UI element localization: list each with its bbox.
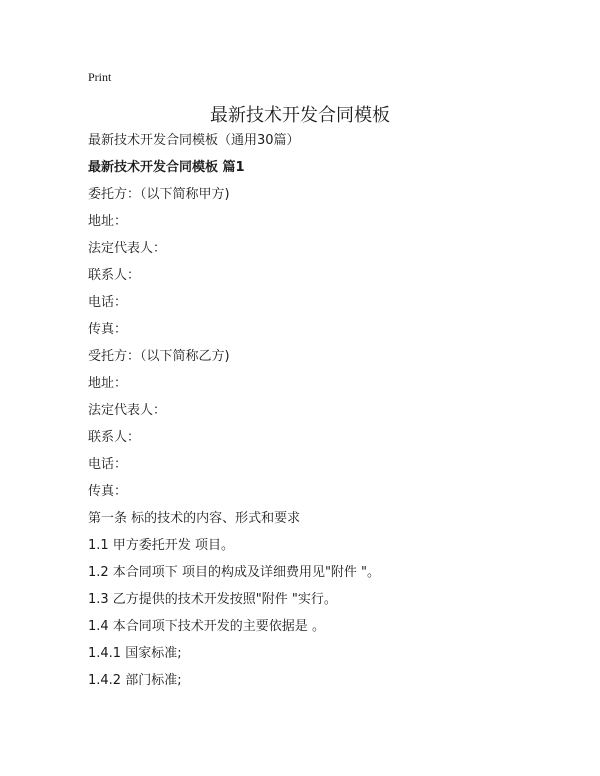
document-line: 1.4 本合同项下技术开发的主要依据是 。	[88, 619, 325, 634]
document-line: 1.1 甲方委托开发 项目。	[88, 538, 234, 553]
document-body	[88, 131, 568, 698]
document-line: 法定代表人：	[88, 241, 167, 256]
document-line: 联系人：	[88, 430, 141, 445]
document-line: 传真：	[88, 322, 128, 337]
section-heading: 最新技术开发合同模板 篇1	[88, 160, 245, 175]
document-line: 电话：	[88, 457, 128, 472]
document-line: 电话：	[88, 295, 128, 310]
document-line: 委托方：（以下简称甲方)	[88, 187, 230, 202]
document-line: 传真：	[88, 484, 128, 499]
document-line: 法定代表人：	[88, 403, 167, 418]
document-title: 最新技术开发合同模板	[210, 105, 390, 126]
document-line: 1.4.2 部门标准;	[88, 673, 182, 688]
document-line: 联系人：	[88, 268, 141, 283]
document-line: 1.3 乙方提供的技术开发按照"附件 "实行。	[88, 592, 337, 607]
document-line: 第一条 标的技术的内容、形式和要求	[88, 511, 301, 526]
document-line: 最新技术开发合同模板（通用30篇）	[88, 133, 300, 148]
document-line: 地址：	[88, 214, 128, 229]
document-line: 1.2 本合同项下 项目的构成及详细费用见"附件 "。	[88, 565, 381, 580]
document-line: 受托方：（以下简称乙方)	[88, 349, 230, 364]
document-line: 地址：	[88, 376, 128, 391]
document-line: 1.4.1 国家标准;	[88, 646, 182, 661]
print-label: Print	[88, 70, 112, 84]
